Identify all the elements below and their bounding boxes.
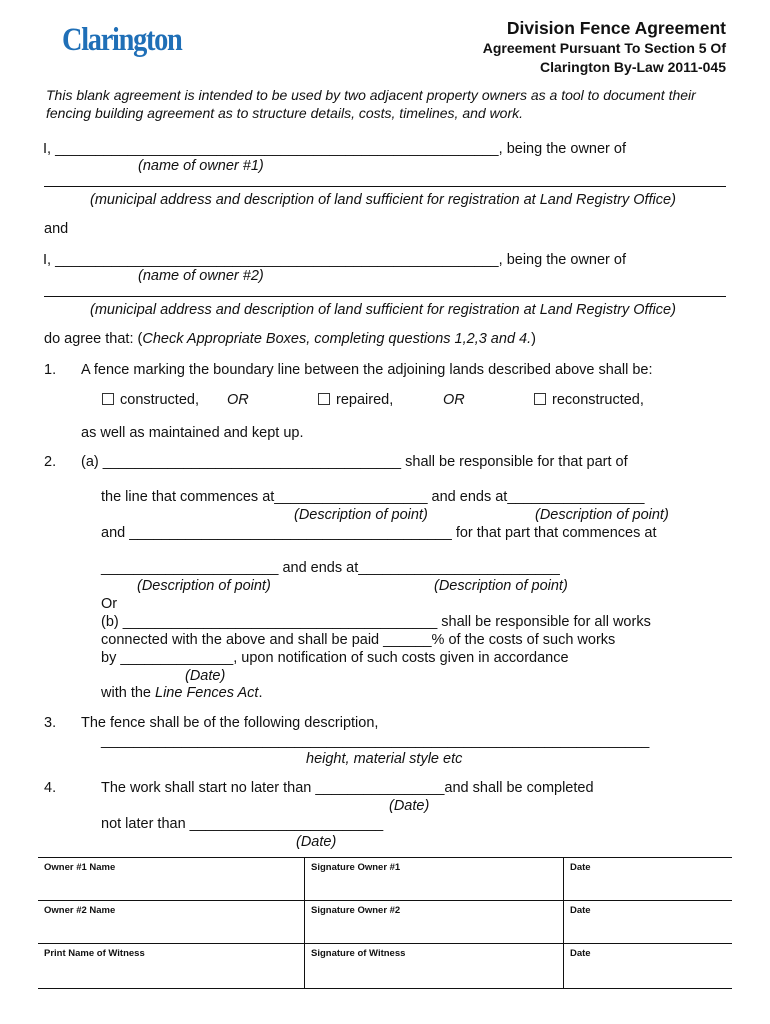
or-label-1: OR (227, 392, 249, 408)
q1-text: A fence marking the boundary line between the adjoining lands described above shall be: (81, 362, 653, 378)
q2-line-f[interactable]: connected with the above and shall be paid ______% of the costs of such works (101, 632, 616, 648)
owner2-line (43, 252, 626, 268)
owner1-line (43, 141, 626, 157)
q2-number: 2. (44, 454, 57, 470)
owner1-date-cell[interactable]: Date (564, 858, 733, 901)
q2-hint-b1: (Description of point) (294, 507, 428, 523)
document-subtitle-line1: Agreement Pursuant To Section 5 Of (482, 40, 726, 56)
intro-paragraph: This blank agreement is intended to be used by two adjacent property owners as a tool to document their fencing building agreement as to structure details, costs, timelines, and work. (46, 87, 696, 121)
q3-description-field[interactable]: ____________________________________________________________________ (101, 733, 650, 749)
option-repaired[interactable] (318, 392, 393, 408)
signature-row-owner2 (38, 901, 732, 944)
signature-row-owner1 (38, 858, 732, 901)
signature-row-witness (38, 944, 732, 989)
owner2-signature-cell[interactable]: Signature Owner #2 (305, 901, 564, 944)
owner2-suffix: , being the owner of (498, 252, 627, 268)
q2-line-b[interactable]: the line that commences at___________________ and ends at_________________ (101, 489, 645, 505)
q2-line-e[interactable]: (b) _______________________________________ shall be responsible for all works (101, 614, 651, 630)
owner2-address-hint: (municipal address and description of land sufficient for registration at Land Registry Office) (90, 302, 676, 318)
owner2-name-field[interactable]: _______________________________________________________ (55, 252, 499, 268)
q2-hint-b2: (Description of point) (535, 507, 669, 523)
line-fences-act: Line Fences Act (155, 685, 259, 701)
agree-line (44, 331, 536, 347)
q1-tail: as well as maintained and kept up. (81, 425, 304, 441)
option-constructed[interactable] (102, 392, 199, 408)
q2-hint-d1: (Description of point) (137, 578, 271, 594)
q4-number: 4. (44, 780, 57, 796)
and-text: and (44, 221, 69, 237)
q3-hint: height, material style etc (306, 751, 463, 767)
owner1-name-cell[interactable]: Owner #1 Name (38, 858, 305, 901)
q3-text: The fence shall be of the following description, (81, 715, 379, 731)
or-label-2: OR (443, 392, 465, 408)
owner1-address-field[interactable] (44, 186, 726, 187)
checkbox-repaired[interactable] (318, 393, 330, 405)
document-subtitle-line2: Clarington By-Law 2011-045 (540, 59, 726, 75)
agree-close: ) (531, 331, 536, 347)
q2-line-g[interactable]: by ______________, upon notification of such costs given in accordance (101, 650, 569, 666)
q2-hint-d2: (Description of point) (434, 578, 568, 594)
owner1-prefix: I, (43, 141, 52, 157)
witness-name-cell[interactable]: Print Name of Witness (38, 944, 305, 989)
q2-or: Or (101, 596, 118, 612)
owner2-prefix: I, (43, 252, 52, 268)
agree-text: do agree that: ( (44, 331, 143, 347)
option-reconstructed[interactable] (534, 392, 644, 408)
q2-hint-g: (Date) (185, 668, 226, 684)
owner1-name-hint: (name of owner #1) (138, 158, 264, 174)
q3-number: 3. (44, 715, 57, 731)
owner1-address-hint: (municipal address and description of land sufficient for registration at Land Registry Office) (90, 192, 676, 208)
q4-line2[interactable]: not later than ________________________ (101, 816, 384, 832)
clarington-logo: Clarington (62, 22, 182, 58)
owner2-name-hint: (name of owner #2) (138, 268, 264, 284)
option-constructed-label: constructed, (120, 392, 199, 408)
witness-signature-cell[interactable]: Signature of Witness (305, 944, 564, 989)
owner2-name-cell[interactable]: Owner #2 Name (38, 901, 305, 944)
checkbox-reconstructed[interactable] (534, 393, 546, 405)
q2-line-h-post: . (258, 685, 263, 701)
owner2-date-cell[interactable]: Date (564, 901, 733, 944)
q4-hint1: (Date) (389, 798, 430, 814)
owner1-signature-cell[interactable]: Signature Owner #1 (305, 858, 564, 901)
q4-line1[interactable]: The work shall start no later than ________________and shall be completed (101, 780, 594, 796)
q2-line-h (101, 685, 262, 701)
document-title: Division Fence Agreement (506, 18, 726, 38)
option-repaired-label: repaired, (336, 392, 394, 408)
owner2-address-field[interactable] (44, 296, 726, 297)
witness-date-cell[interactable]: Date (564, 944, 733, 989)
q2-line-a[interactable]: (a) _____________________________________ shall be responsible for that part of (81, 454, 628, 470)
owner1-suffix: , being the owner of (498, 141, 627, 157)
q2-line-h-pre: with the (101, 685, 155, 701)
q4-hint2: (Date) (296, 834, 337, 850)
owner1-name-field[interactable]: _______________________________________________________ (55, 141, 499, 157)
checkbox-constructed[interactable] (102, 393, 114, 405)
option-reconstructed-label: reconstructed, (552, 392, 644, 408)
signature-table (38, 857, 732, 989)
q2-line-c[interactable]: and ________________________________________ for that part that commences at (101, 525, 657, 541)
agree-instructions: Check Appropriate Boxes, completing questions 1,2,3 and 4. (142, 331, 532, 347)
q1-number: 1. (44, 362, 57, 378)
q2-line-d[interactable]: ______________________ and ends at_________________________ (101, 560, 560, 576)
